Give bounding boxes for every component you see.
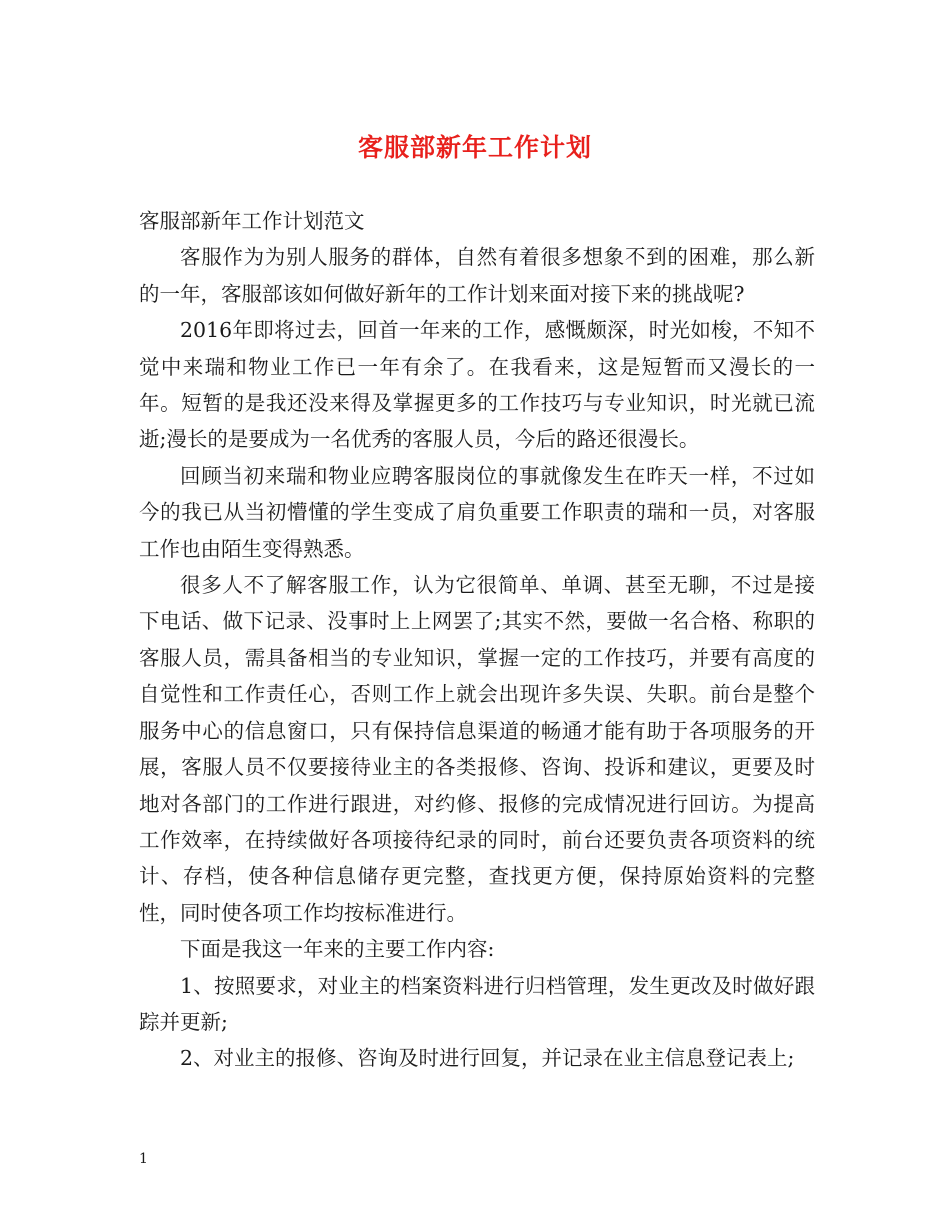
paragraph-year-review: 2016年即将过去，回首一年来的工作，感慨颇深，时光如梭，不知不觉中来瑞和物业工作已一年有余了。在我看来，这是短暂而又漫长的一年。短暂的是我还没来得及掌握更多的工作技巧与专业知识，时光就已流逝;漫长的是要成为一名优秀的客服人员，今后的路还很漫长。 bbox=[139, 318, 815, 452]
document-title: 客服部新年工作计划 bbox=[357, 133, 592, 162]
paragraph-job-description: 很多人不了解客服工作，认为它很简单、单调、甚至无聊，不过是接下电话、做下记录、没事时上上网罢了;其实不然，要做一名合格、称职的客服人员，需具备相当的专业知识，掌握一定的工作技巧，并要有高度的自觉性和工作责任心，否则工作上就会出现许多失误、失职。前台是整个服务中心的信息窗口，只有保持信息渠道的畅通才能有助于各项服务的开展，客服人员不仅要接待业主的各类报修、咨询、投诉和建议，更要及时地对各部门的工作进行跟进，对约修、报修的完成情况进行回访。为提高工作效率，在持续做好各项接待纪录的同时，前台还要负责各项资料的统计、存档，使各种信息储存更完整，查找更方便，保持原始资料的完整性，同时使各项工作均按标准进行。 bbox=[139, 573, 815, 925]
paragraph-work-intro: 下面是我这一年来的主要工作内容: bbox=[180, 937, 495, 962]
list-item-2: 2、对业主的报修、咨询及时进行回复，并记录在业主信息登记表上; bbox=[180, 1046, 795, 1071]
paragraph-intro: 客服作为为别人服务的群体，自然有着很多想象不到的困难，那么新的一年，客服部该如何做好新年的工作计划来面对接下来的挑战呢? bbox=[139, 245, 815, 306]
paragraph-recollection: 回顾当初来瑞和物业应聘客服岗位的事就像发生在昨天一样，不过如今的我已从当初懵懂的学生变成了肩负重要工作职责的瑞和一员，对客服工作也由陌生变得熟悉。 bbox=[139, 463, 815, 561]
page-number: 1 bbox=[139, 1151, 148, 1167]
document-subtitle: 客服部新年工作计划范文 bbox=[139, 209, 365, 233]
list-item-1: 1、按照要求，对业主的档案资料进行归档管理，发生更改及时做好跟踪并更新; bbox=[139, 973, 815, 1034]
document-body bbox=[139, 203, 815, 1077]
